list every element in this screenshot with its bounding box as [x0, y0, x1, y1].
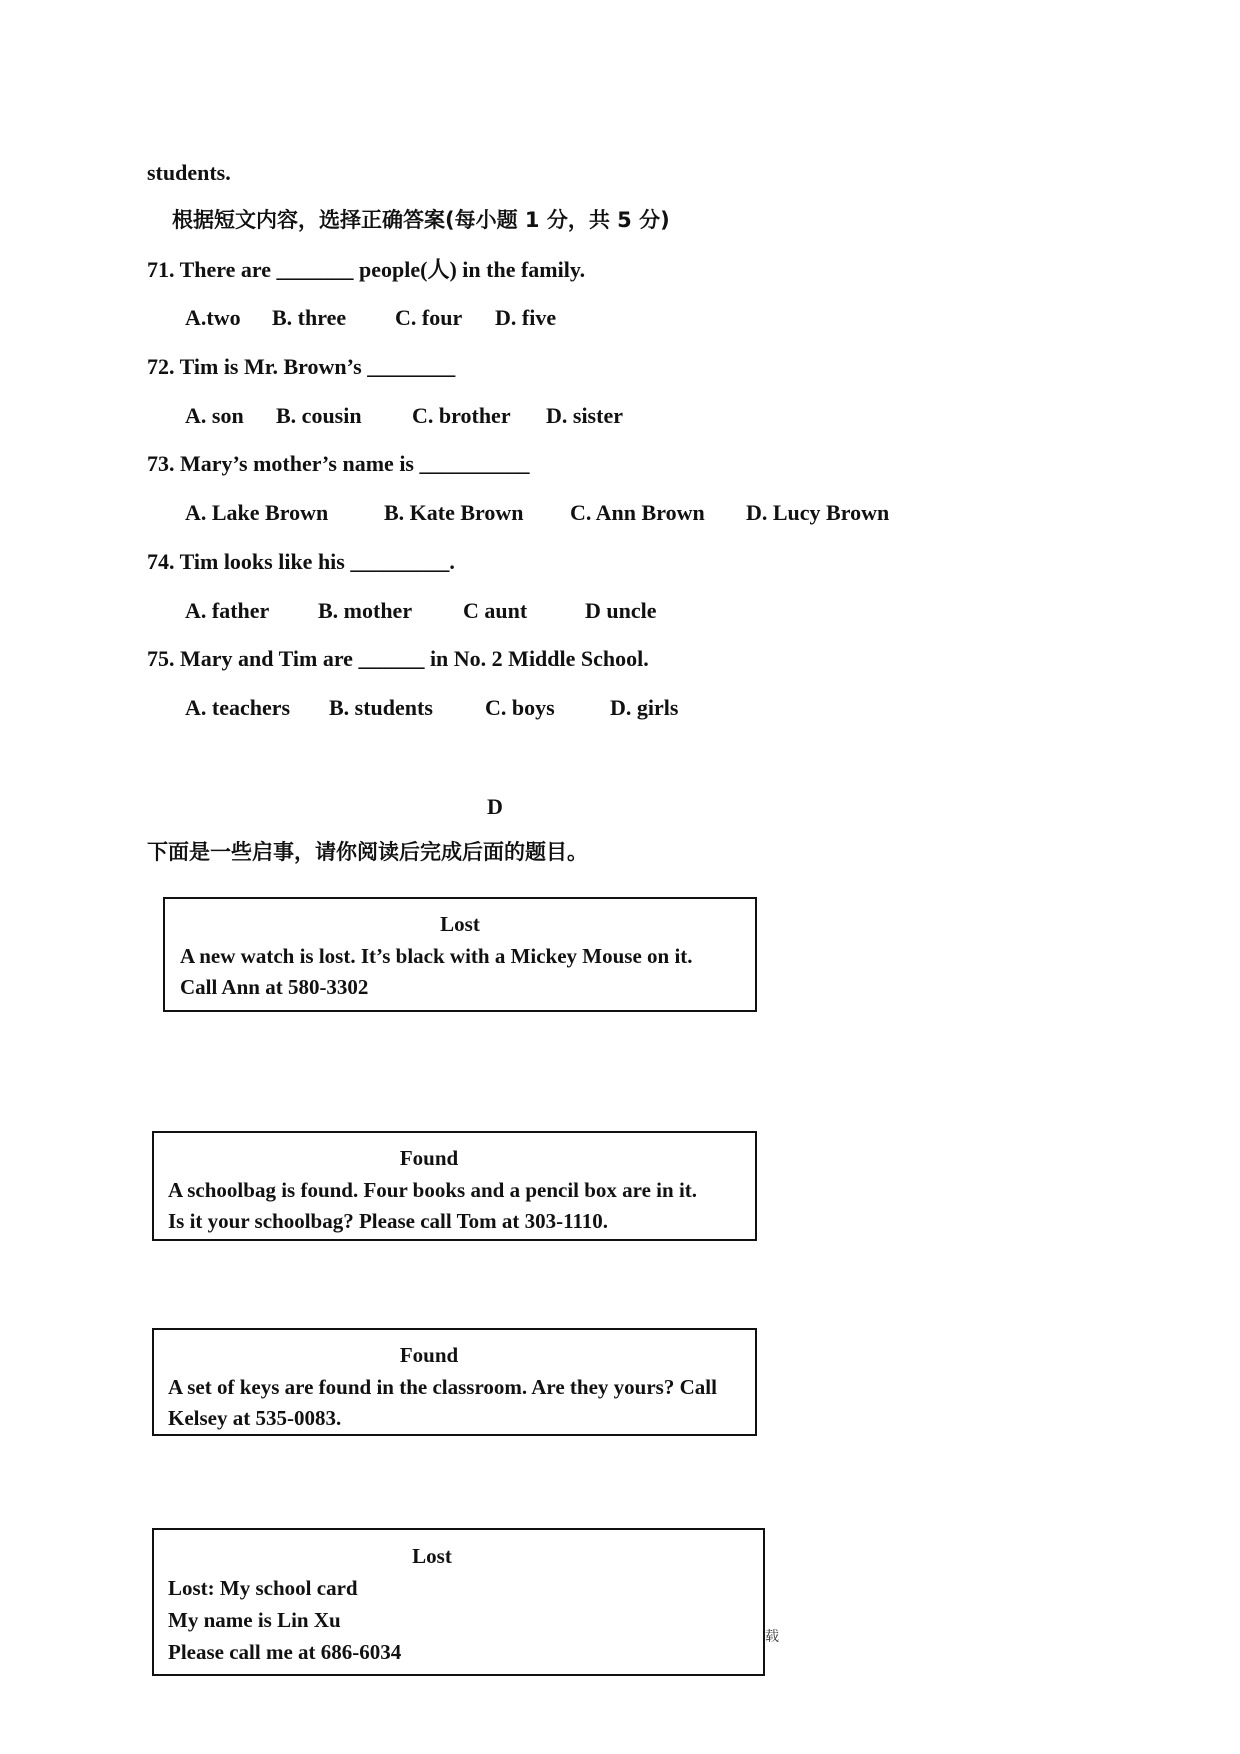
- option-d[interactable]: D. Lucy Brown: [746, 500, 890, 525]
- option-c[interactable]: C. Ann Brown: [570, 500, 705, 525]
- option-a[interactable]: A. father: [185, 598, 270, 623]
- question-72-stem: 72. Tim is Mr. Brown’s ________: [147, 354, 456, 379]
- section-d-instruction: 下面是一些启事，请你阅读后完成后面的题目。: [147, 840, 588, 864]
- question-75-stem: 75. Mary and Tim are ______ in No. 2 Middle School.: [147, 646, 649, 671]
- notice-line: Call Ann at 580-3302: [180, 975, 369, 999]
- notice-line: A set of keys are found in the classroom. Are they yours? Call: [168, 1375, 717, 1399]
- notice-line: Lost: My school card: [168, 1576, 358, 1600]
- option-d[interactable]: D. sister: [546, 403, 623, 428]
- notice-line: My name is Lin Xu: [168, 1608, 341, 1632]
- option-d[interactable]: D uncle: [585, 598, 657, 623]
- option-d[interactable]: D. five: [495, 305, 557, 330]
- notice-lost-watch: [163, 897, 757, 1012]
- option-b[interactable]: B. mother: [318, 598, 413, 623]
- option-a[interactable]: A.two: [185, 305, 241, 330]
- option-a[interactable]: A. son: [185, 403, 244, 428]
- section-c-instruction: 根据短文内容，选择正确答案(每小题 1 分，共 5 分): [172, 208, 670, 232]
- option-c[interactable]: C. brother: [412, 403, 511, 428]
- notice-title: Found: [399, 1343, 459, 1367]
- question-71-stem: 71. There are _______ people(人) in the family.: [147, 257, 586, 282]
- option-b[interactable]: B. three: [272, 305, 347, 330]
- notice-found-schoolbag: [152, 1131, 757, 1241]
- notice-line: Kelsey at 535-0083.: [168, 1406, 342, 1430]
- option-c[interactable]: C aunt: [463, 598, 528, 623]
- section-d-label: D: [487, 794, 503, 819]
- notice-line: A new watch is lost. It’s black with a Mickey Mouse on it.: [180, 944, 693, 968]
- passage-continuation: students.: [147, 160, 231, 185]
- notice-title: Lost: [440, 912, 480, 936]
- notice-title: Lost: [412, 1544, 452, 1568]
- notice-title: Found: [399, 1146, 459, 1170]
- option-a[interactable]: A. Lake Brown: [185, 500, 329, 525]
- notice-found-keys: [152, 1328, 757, 1436]
- option-a[interactable]: A. teachers: [185, 695, 291, 720]
- option-b[interactable]: B. Kate Brown: [384, 500, 524, 525]
- notice-line: A schoolbag is found. Four books and a pencil box are in it.: [168, 1178, 698, 1202]
- option-c[interactable]: C. boys: [485, 695, 555, 720]
- stray-mark: 载: [765, 1629, 779, 1645]
- question-73-stem: 73. Mary’s mother’s name is __________: [147, 451, 530, 476]
- option-b[interactable]: B. students: [329, 695, 433, 720]
- notice-line: Please call me at 686-6034: [168, 1640, 402, 1664]
- option-c[interactable]: C. four: [395, 305, 463, 330]
- notice-line: Is it your schoolbag? Please call Tom at 303-1110.: [168, 1209, 609, 1233]
- notice-lost-school-card: [152, 1528, 765, 1676]
- option-b[interactable]: B. cousin: [276, 403, 362, 428]
- question-74-stem: 74. Tim looks like his _________.: [147, 549, 455, 574]
- option-d[interactable]: D. girls: [610, 695, 679, 720]
